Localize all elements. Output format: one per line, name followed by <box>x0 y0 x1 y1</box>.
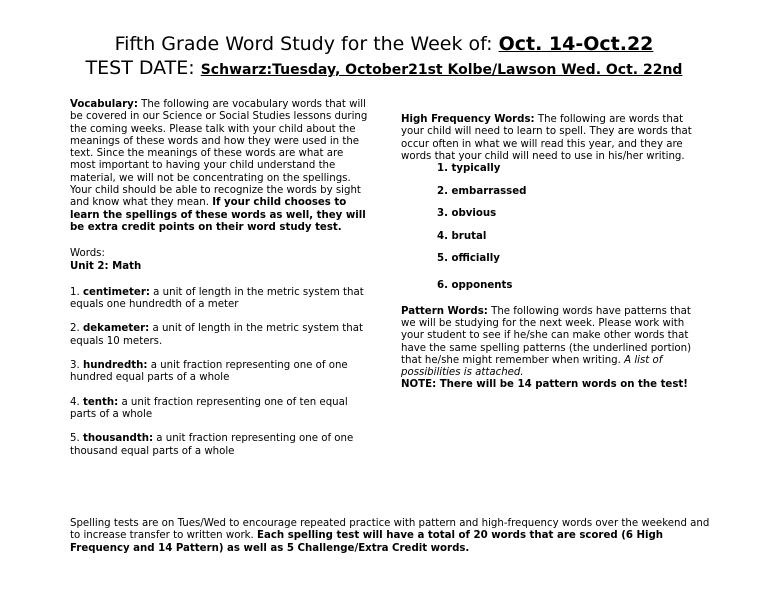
vocab-term-item <box>70 433 370 458</box>
page-title <box>0 32 768 57</box>
list-item: 4. brutal <box>437 230 487 242</box>
term-word: hundredth: <box>82 360 148 372</box>
term-word: centimeter: <box>82 286 150 298</box>
term-number: 5. <box>70 433 83 445</box>
term-definition: a unit of length in the metric system that equals 10 meters. <box>70 323 363 347</box>
unit-title: Unit 2: Math <box>70 260 142 272</box>
title-dates: Oct. 14-Oct.22 <box>498 33 654 55</box>
vocab-term-item <box>70 397 370 422</box>
list-item: 6. opponents <box>437 279 513 291</box>
pattern-paragraph <box>401 306 701 380</box>
term-definition: a unit of length in the metric system that equals one hundredth of a meter <box>70 286 364 311</box>
vocabulary-terms <box>70 287 370 458</box>
pattern-label: Pattern Words: <box>401 305 488 317</box>
words-label: Words: <box>70 248 105 260</box>
test-date-line <box>0 57 768 81</box>
list-item: 3. obvious <box>437 208 497 220</box>
term-word: thousandth: <box>82 433 154 445</box>
vocab-term-item <box>70 360 370 385</box>
term-number: 2. <box>70 323 83 335</box>
test-schedule: Schwarz:Tuesday, October21st Kolbe/Lawson Wed. Oct. 22nd <box>200 62 683 78</box>
high-frequency-list <box>437 163 701 306</box>
high-frequency-paragraph <box>401 114 701 163</box>
vocabulary-section <box>70 99 370 458</box>
vocabulary-intro: The following are vocabulary words that will be covered in our Science or Social Studies lessons during the coming weeks. Please talk with your child about the meanings of these words and how they were used in the text. Since the meanings of these words are what are most important to having your child understand the material, we will not be concentrating on the spellings. Your child should be able to recognize the words by sight and know what they mean. <box>70 99 368 209</box>
high-frequency-intro: The following are words that your child will need to learn to spell. They are words that occur often in what we will read this year, and they are words that your child will need to use in his/her writing. <box>401 114 692 162</box>
page-header <box>0 32 768 81</box>
title-prefix: Fifth Grade Word Study for the Week of: <box>114 33 499 55</box>
vocab-term-item <box>70 287 370 312</box>
pattern-note: NOTE: There will be 14 pattern words on the test! <box>401 379 688 391</box>
term-word: dekameter: <box>82 323 150 335</box>
list-item: 5. officially <box>437 253 500 265</box>
term-number: 4. <box>70 396 83 408</box>
pattern-intro: The following words have patterns that we will be studying for the next week. Please work with your student to see if he/she can make other words that have the same spelling patterns (the underlined portion) that he/she might remember when writing. <box>401 305 692 366</box>
vocabulary-paragraph <box>70 99 370 234</box>
footer-paragraph <box>70 518 710 555</box>
vocab-term-item <box>70 323 370 348</box>
term-number: 1. <box>70 286 83 298</box>
vocabulary-extra-credit: If your child chooses to learn the spellings of these words as well, they will be extra credit points on their word study test. <box>70 197 366 233</box>
pattern-attached-note: A list of possibilities is attached. <box>401 354 663 379</box>
term-word: tenth: <box>82 396 119 408</box>
term-definition: a unit fraction representing one of one thousand equal parts of a whole <box>70 433 354 457</box>
term-number: 3. <box>70 360 83 372</box>
term-definition: a unit fraction representing one of ten equal parts of a whole <box>70 396 348 420</box>
test-date-label: TEST DATE: <box>85 57 201 79</box>
footer-text: Spelling tests are on Tues/Wed to encourage repeated practice with pattern and high-frequency words over the weekend and to increase transfer to written work. <box>70 518 710 542</box>
high-frequency-label: High Frequency Words: <box>401 114 535 125</box>
list-item: 2. embarrassed <box>437 185 527 197</box>
vocabulary-label: Vocabulary: <box>70 99 138 110</box>
term-definition: a unit fraction representing one of one hundred equal parts of a whole <box>70 360 348 384</box>
footer-bold-text: Each spelling test will have a total of 20 words that are scored (6 High Frequency and 14 Pattern) as well as 5 Challenge/Extra Credit words. <box>70 530 664 554</box>
right-column <box>401 114 701 392</box>
list-item: 1. typically <box>437 163 501 175</box>
